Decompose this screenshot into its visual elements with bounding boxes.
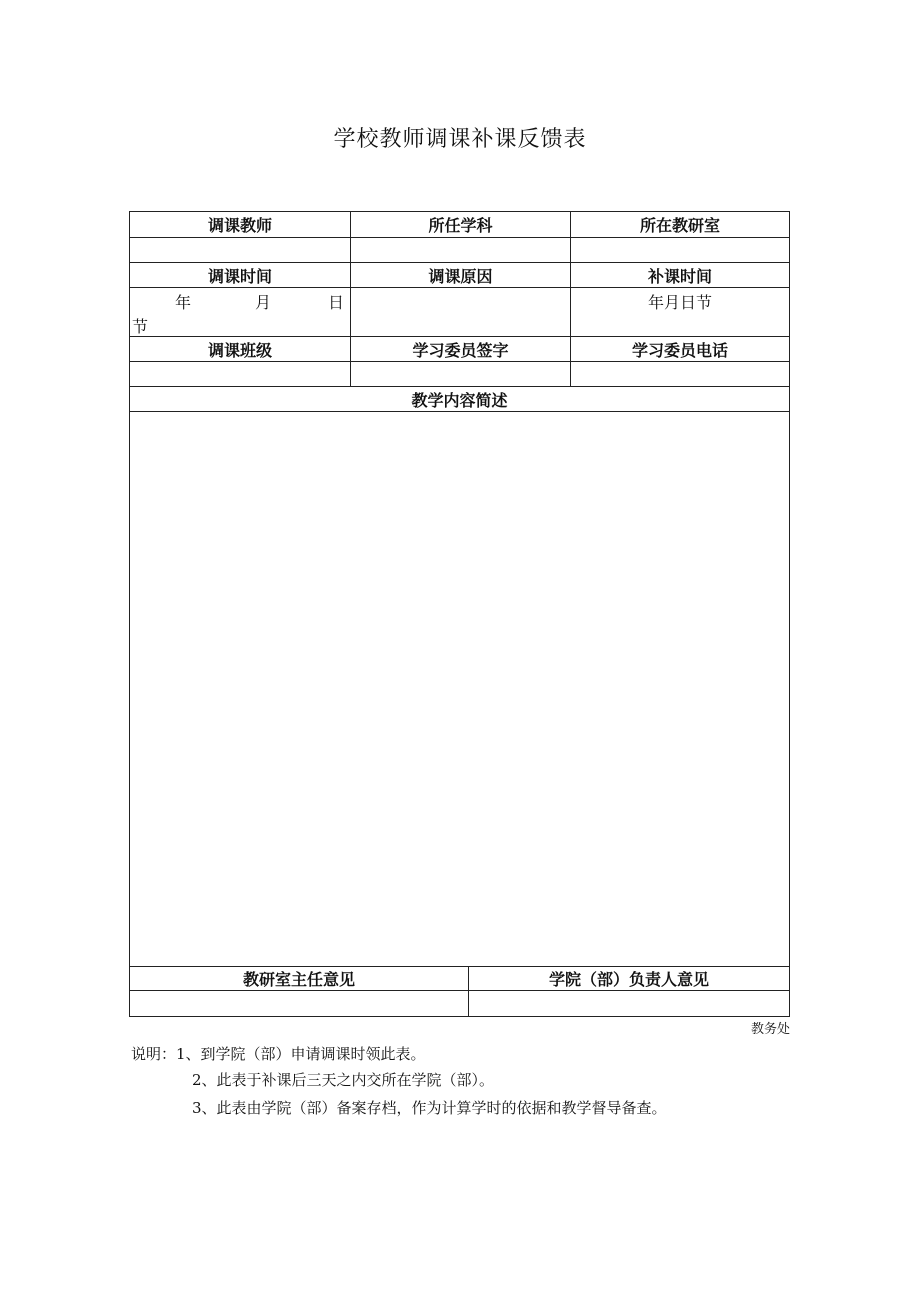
header-subject: 所任学科	[350, 211, 571, 238]
header-office-director-opinion: 教研室主任意见	[129, 966, 469, 991]
office-director-opinion-cell[interactable]	[129, 990, 469, 1017]
note-1: 说明：1、到学院（部）申请调课时领此表。	[131, 1045, 426, 1063]
header-teaching-office: 所在教研室	[570, 211, 790, 238]
monitor-phone-value-cell[interactable]	[570, 361, 790, 387]
subject-value-cell[interactable]	[350, 237, 571, 263]
form-title: 学校教师调课补课反馈表	[333, 127, 587, 152]
header-college-leader-opinion: 学院（部）负责人意见	[468, 966, 790, 991]
header-adjusting-teacher: 调课教师	[129, 211, 351, 238]
header-class: 调课班级	[129, 336, 351, 362]
note-3: 3、此表由学院（部）备案存档，作为计算学时的依据和教学督导备查。	[192, 1099, 667, 1117]
day-label: 日	[328, 293, 345, 312]
department-label: 教务处	[750, 1022, 790, 1037]
period-label: 节	[132, 317, 149, 336]
header-teaching-content: 教学内容简述	[129, 386, 790, 412]
teacher-value-cell[interactable]	[129, 237, 351, 263]
college-leader-opinion-cell[interactable]	[468, 990, 790, 1017]
adjust-reason-value-cell[interactable]	[350, 287, 571, 337]
header-monitor-signature: 学习委员签字	[350, 336, 571, 362]
class-value-cell[interactable]	[129, 361, 351, 387]
makeup-time-value-cell[interactable]: 年月日节	[570, 287, 790, 337]
header-adjust-reason: 调课原因	[350, 262, 571, 288]
teaching-office-value-cell[interactable]	[570, 237, 790, 263]
header-makeup-time: 补课时间	[570, 262, 790, 288]
note-2: 2、此表于补课后三天之内交所在学院（部）。	[192, 1071, 495, 1089]
month-label: 月	[255, 293, 272, 312]
teaching-content-area[interactable]	[129, 411, 790, 967]
adjust-time-value-cell[interactable]	[129, 287, 351, 337]
monitor-signature-value-cell[interactable]	[350, 361, 571, 387]
year-label: 年	[175, 293, 192, 312]
header-adjust-time: 调课时间	[129, 262, 351, 288]
header-monitor-phone: 学习委员电话	[570, 336, 790, 362]
